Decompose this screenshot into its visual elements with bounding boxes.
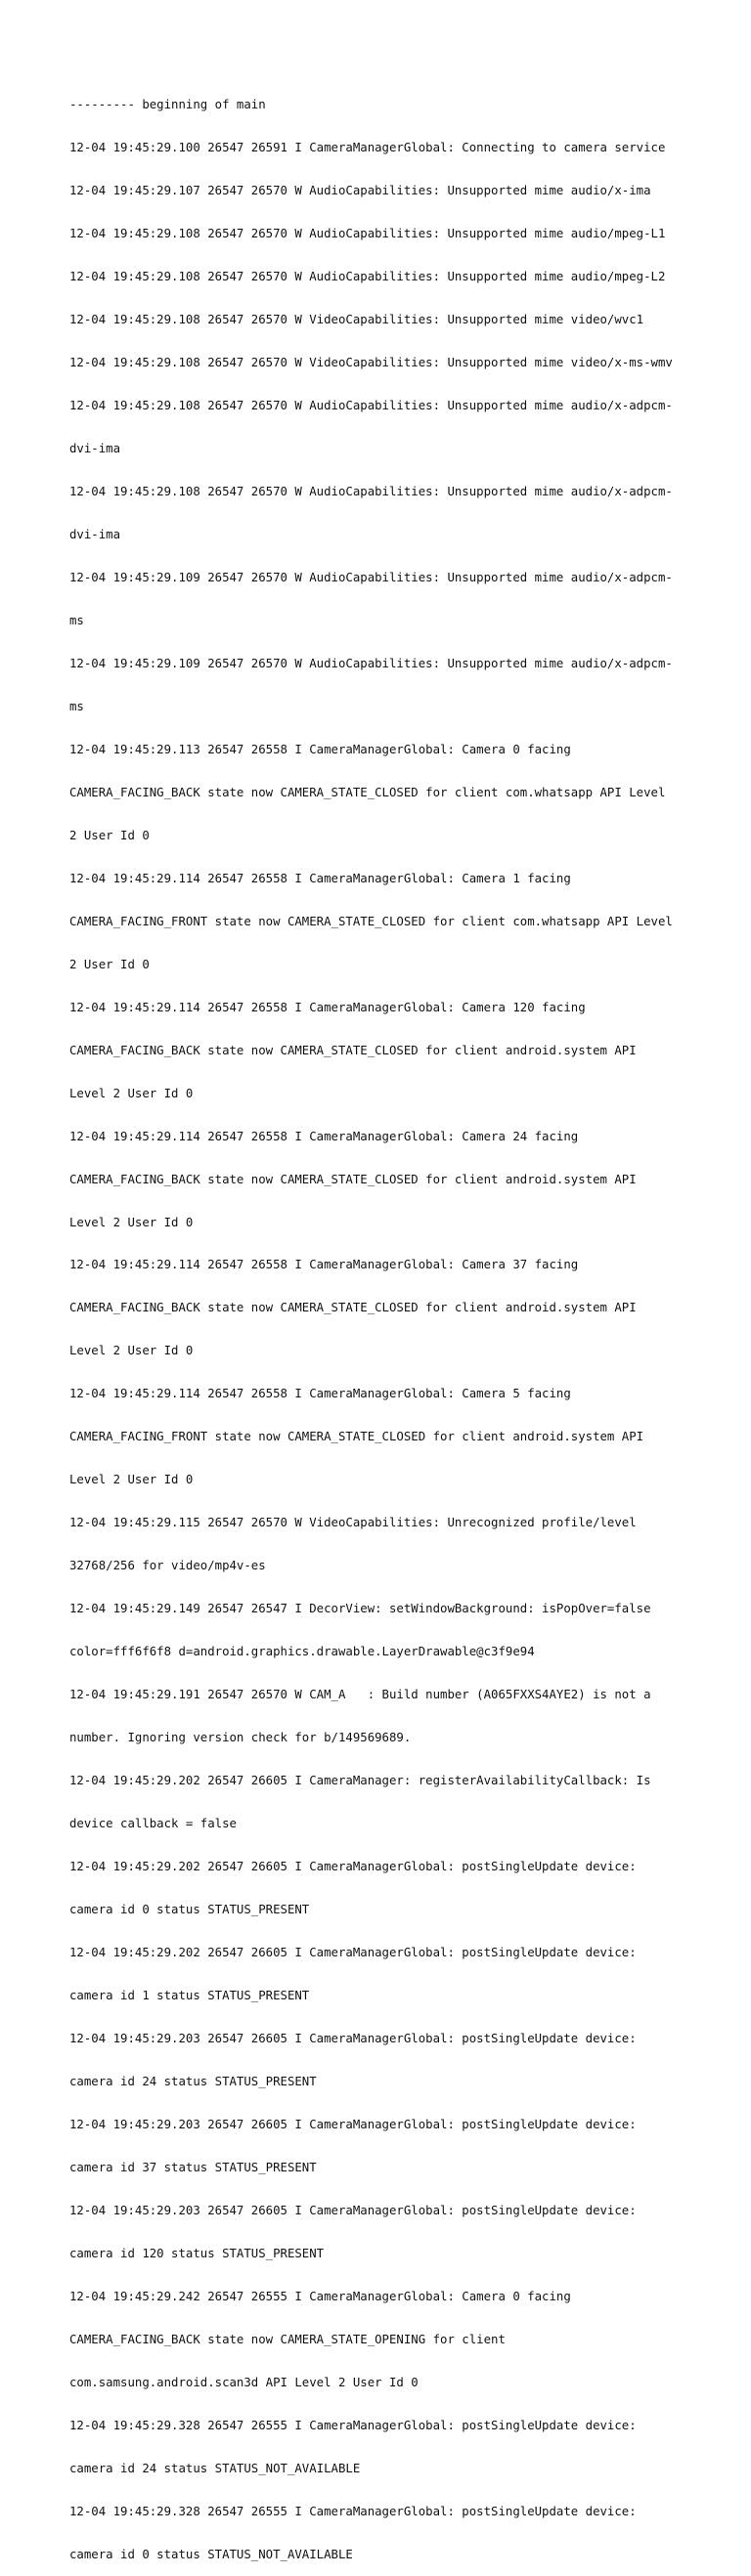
log-line: ms <box>69 613 84 627</box>
log-line: 12-04 19:45:29.202 26547 26605 I CameraManager: registerAvailabilityCallback: Is <box>69 1774 651 1788</box>
log-line: CAMERA_FACING_FRONT state now CAMERA_STATE_CLOSED for client com.whatsapp API Level <box>69 914 673 928</box>
log-line: com.samsung.android.scan3d API Level 2 User Id 0 <box>69 2375 419 2389</box>
log-line: 12-04 19:45:29.108 26547 26570 W AudioCapabilities: Unsupported mime audio/mpeg-L2 <box>69 270 666 284</box>
log-line: 2 User Id 0 <box>69 957 150 971</box>
log-line: camera id 0 status STATUS_PRESENT <box>69 1903 310 1916</box>
log-line: 12-04 19:45:29.109 26547 26570 W AudioCapabilities: Unsupported mime audio/x-adpcm- <box>69 570 673 584</box>
log-line: dvi-ima <box>69 442 121 456</box>
log-line: camera id 120 status STATUS_PRESENT <box>69 2246 325 2260</box>
log-line: camera id 1 status STATUS_PRESENT <box>69 1988 310 2002</box>
log-line: 2 User Id 0 <box>69 828 150 842</box>
log-line: 12-04 19:45:29.114 26547 26558 I CameraManagerGlobal: Camera 37 facing <box>69 1258 579 1272</box>
log-line: 12-04 19:45:29.100 26547 26591 I CameraManagerGlobal: Connecting to camera service <box>69 141 666 155</box>
log-line: 12-04 19:45:29.202 26547 26605 I CameraManagerGlobal: postSingleUpdate device: <box>69 1945 637 1959</box>
log-line: 12-04 19:45:29.113 26547 26558 I CameraManagerGlobal: Camera 0 facing <box>69 742 571 756</box>
log-line: dvi-ima <box>69 528 121 541</box>
log-line: 12-04 19:45:29.108 26547 26570 W AudioCapabilities: Unsupported mime audio/x-adpcm- <box>69 485 673 499</box>
log-line: CAMERA_FACING_BACK state now CAMERA_STATE_CLOSED for client android.system API <box>69 1043 637 1057</box>
log-document <box>69 69 695 2576</box>
log-line: CAMERA_FACING_BACK state now CAMERA_STATE_CLOSED for client com.whatsapp API Level <box>69 785 666 799</box>
log-line: camera id 0 status STATUS_NOT_AVAILABLE <box>69 2547 353 2561</box>
log-line: 12-04 19:45:29.149 26547 26547 I DecorView: setWindowBackground: isPopOver=false <box>69 1602 651 1616</box>
log-line: 12-04 19:45:29.114 26547 26558 I CameraManagerGlobal: Camera 1 facing <box>69 871 571 885</box>
log-line: 12-04 19:45:29.108 26547 26570 W AudioCapabilities: Unsupported mime audio/x-adpcm- <box>69 399 673 413</box>
log-line: ms <box>69 699 84 713</box>
log-line: Level 2 User Id 0 <box>69 1215 194 1229</box>
log-line: color=fff6f6f8 d=android.graphics.drawable.LayerDrawable@c3f9e94 <box>69 1645 535 1659</box>
log-line: 12-04 19:45:29.108 26547 26570 W VideoCapabilities: Unsupported mime video/wvc1 <box>69 313 644 327</box>
log-line: 12-04 19:45:29.109 26547 26570 W AudioCapabilities: Unsupported mime audio/x-adpcm- <box>69 656 673 670</box>
log-line: device callback = false <box>69 1817 237 1831</box>
log-line: Level 2 User Id 0 <box>69 1344 194 1358</box>
log-line: 12-04 19:45:29.114 26547 26558 I CameraManagerGlobal: Camera 5 facing <box>69 1387 571 1401</box>
log-line: CAMERA_FACING_BACK state now CAMERA_STATE_CLOSED for client android.system API <box>69 1301 637 1315</box>
log-line: 12-04 19:45:29.115 26547 26570 W VideoCapabilities: Unrecognized profile/level <box>69 1516 637 1530</box>
log-line: camera id 37 status STATUS_PRESENT <box>69 2160 317 2174</box>
log-line: 12-04 19:45:29.203 26547 26605 I CameraManagerGlobal: postSingleUpdate device: <box>69 2117 637 2131</box>
log-line: 12-04 19:45:29.242 26547 26555 I CameraManagerGlobal: Camera 0 facing <box>69 2289 571 2303</box>
log-line: CAMERA_FACING_BACK state now CAMERA_STATE_CLOSED for client android.system API <box>69 1172 637 1186</box>
log-line: 12-04 19:45:29.202 26547 26605 I CameraManagerGlobal: postSingleUpdate device: <box>69 1860 637 1874</box>
log-line: 12-04 19:45:29.191 26547 26570 W CAM_A : Build number (A065FXXS4AYE2) is not a <box>69 1688 651 1702</box>
log-line: 12-04 19:45:29.203 26547 26605 I CameraManagerGlobal: postSingleUpdate device: <box>69 2031 637 2045</box>
log-line: 12-04 19:45:29.107 26547 26570 W AudioCapabilities: Unsupported mime audio/x-ima <box>69 184 651 198</box>
log-line: camera id 24 status STATUS_PRESENT <box>69 2074 317 2088</box>
log-line: number. Ignoring version check for b/149569689. <box>69 1731 412 1745</box>
log-line: 12-04 19:45:29.328 26547 26555 I CameraManagerGlobal: postSingleUpdate device: <box>69 2418 637 2432</box>
log-line: camera id 24 status STATUS_NOT_AVAILABLE <box>69 2461 361 2475</box>
log-line: 12-04 19:45:29.328 26547 26555 I CameraManagerGlobal: postSingleUpdate device: <box>69 2504 637 2518</box>
log-line: 32768/256 for video/mp4v-es <box>69 1559 266 1573</box>
log-line: --------- beginning of main <box>69 98 266 112</box>
log-line: CAMERA_FACING_FRONT state now CAMERA_STATE_CLOSED for client android.system API <box>69 1430 644 1444</box>
log-line: 12-04 19:45:29.114 26547 26558 I CameraManagerGlobal: Camera 24 facing <box>69 1129 579 1143</box>
log-line: Level 2 User Id 0 <box>69 1473 194 1487</box>
log-line: 12-04 19:45:29.203 26547 26605 I CameraManagerGlobal: postSingleUpdate device: <box>69 2203 637 2217</box>
log-line: 12-04 19:45:29.114 26547 26558 I CameraManagerGlobal: Camera 120 facing <box>69 1000 586 1014</box>
log-line: Level 2 User Id 0 <box>69 1086 194 1100</box>
log-line: 12-04 19:45:29.108 26547 26570 W AudioCapabilities: Unsupported mime audio/mpeg-L1 <box>69 227 666 241</box>
log-line: CAMERA_FACING_BACK state now CAMERA_STATE_OPENING for client <box>69 2332 506 2346</box>
log-line: 12-04 19:45:29.108 26547 26570 W VideoCapabilities: Unsupported mime video/x-ms-wmv <box>69 356 673 370</box>
